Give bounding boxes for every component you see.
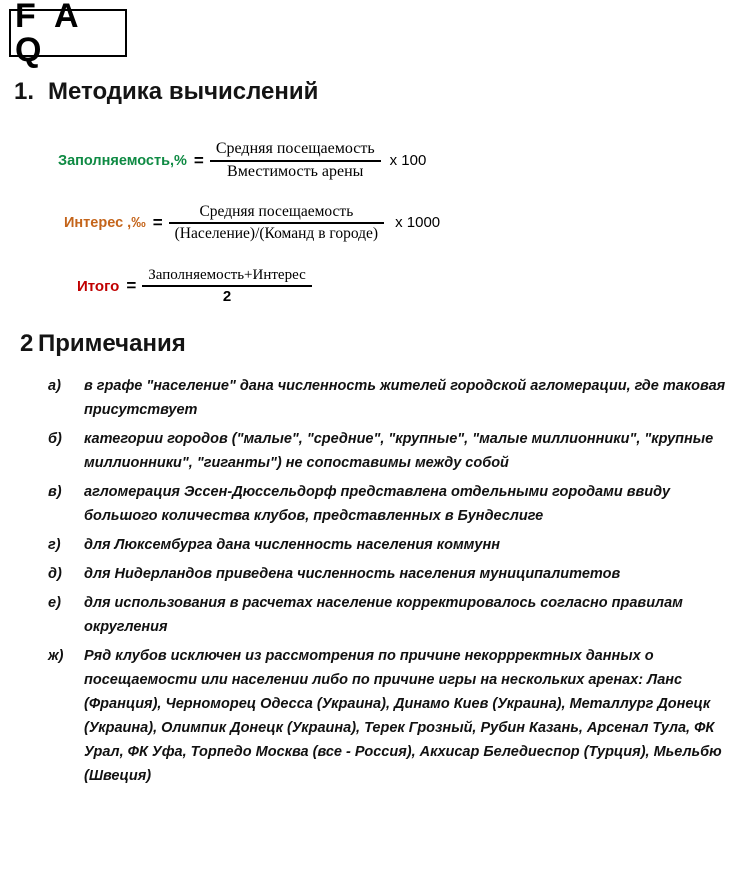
faq-title-box	[9, 0, 127, 69]
formula-attendance	[58, 140, 426, 181]
formula-interest	[64, 203, 440, 243]
note-marker-e: е)	[48, 595, 61, 611]
formula-total-label: Итого	[77, 277, 120, 295]
list-item	[48, 427, 730, 475]
formula-attendance-equals: =	[193, 150, 204, 170]
notes-list	[48, 374, 730, 793]
list-item	[48, 374, 730, 422]
fraction-bar	[142, 285, 312, 287]
note-marker-g: г)	[48, 537, 61, 553]
note-marker-a: а)	[48, 378, 61, 394]
note-text-g: для Люксембурга дана численность населения коммунн	[84, 537, 500, 553]
note-text-v: агломерация Эссен-Дюссельдорф представлена отдельными городами ввиду большого количества клубов, представленных в Бундеслиге	[84, 484, 671, 524]
section-title-1: Методика вычислений	[48, 78, 319, 105]
formula-interest-label: Интерес ,‰	[64, 214, 146, 231]
note-marker-v: в)	[48, 484, 62, 500]
formula-attendance-numerator: Средняя посещаемость	[215, 140, 375, 157]
faq-title-text: F A Q	[15, 0, 83, 69]
formula-total	[77, 267, 312, 306]
note-marker-d: д)	[48, 566, 62, 582]
note-text-e: для использования в расчетах население корректировалось согласно правилам округления	[84, 595, 683, 635]
formula-interest-fraction	[169, 203, 384, 243]
section-heading-methodology	[14, 78, 318, 106]
note-marker-zh: ж)	[48, 648, 64, 664]
section-number-2: 2	[20, 330, 34, 357]
formula-attendance-fraction	[210, 140, 381, 181]
list-item	[48, 591, 730, 639]
fraction-bar	[210, 160, 381, 162]
list-item	[48, 644, 730, 788]
formula-total-fraction	[142, 267, 312, 306]
formula-attendance-denominator: Вместимость арены	[227, 162, 364, 180]
note-marker-b: б)	[48, 431, 62, 447]
section-title-2: Примечания	[38, 330, 186, 357]
formula-interest-denominator: (Население)/(Команд в городе)	[174, 224, 379, 242]
note-text-a: в графе "население" дана численность жителей городской агломерации, где таковая присутствует	[84, 378, 726, 418]
list-item	[48, 562, 730, 586]
note-text-zh: Ряд клубов исключен из рассмотрения по причине некоррректных данных о посещаемости или населении либо по причине игры на нескольких аренах: Ланс (Франция), Черноморец Одесса (Украина), Динамо Киев (Украина), Металлург Донецк (Украина), Олимпик Донецк (Украина), Терек Грозный, Рубин Казань, Арсенал Тула, ФК Урал, ФК Уфа, Торпедо Москва (все - Россия), Акхисар Беледиеспор (Турция), Мьельбю (Швеция)	[84, 648, 722, 784]
formula-interest-numerator: Средняя посещаемость	[199, 203, 354, 220]
section-heading-notes	[20, 330, 186, 358]
note-text-b: категории городов ("малые", "средние", "крупные", "малые миллионники", "крупные миллионники", "гиганты") не сопоставимы между собой	[84, 431, 714, 471]
note-text-d: для Нидерландов приведена численность населения муниципалитетов	[84, 566, 621, 582]
fraction-bar	[169, 222, 384, 224]
formula-total-equals: =	[126, 276, 137, 296]
list-item	[48, 480, 730, 528]
formula-interest-multiplier: х 1000	[395, 214, 441, 232]
formula-interest-equals: =	[152, 212, 163, 232]
formula-attendance-multiplier: х 100	[389, 152, 427, 170]
formula-attendance-label: Заполняемость,%	[58, 152, 187, 169]
formula-total-numerator: Заполняемость+Интерес	[148, 267, 306, 283]
list-item	[48, 533, 730, 557]
section-number-1: 1.	[14, 78, 35, 105]
formula-total-denominator: 2	[222, 288, 232, 306]
